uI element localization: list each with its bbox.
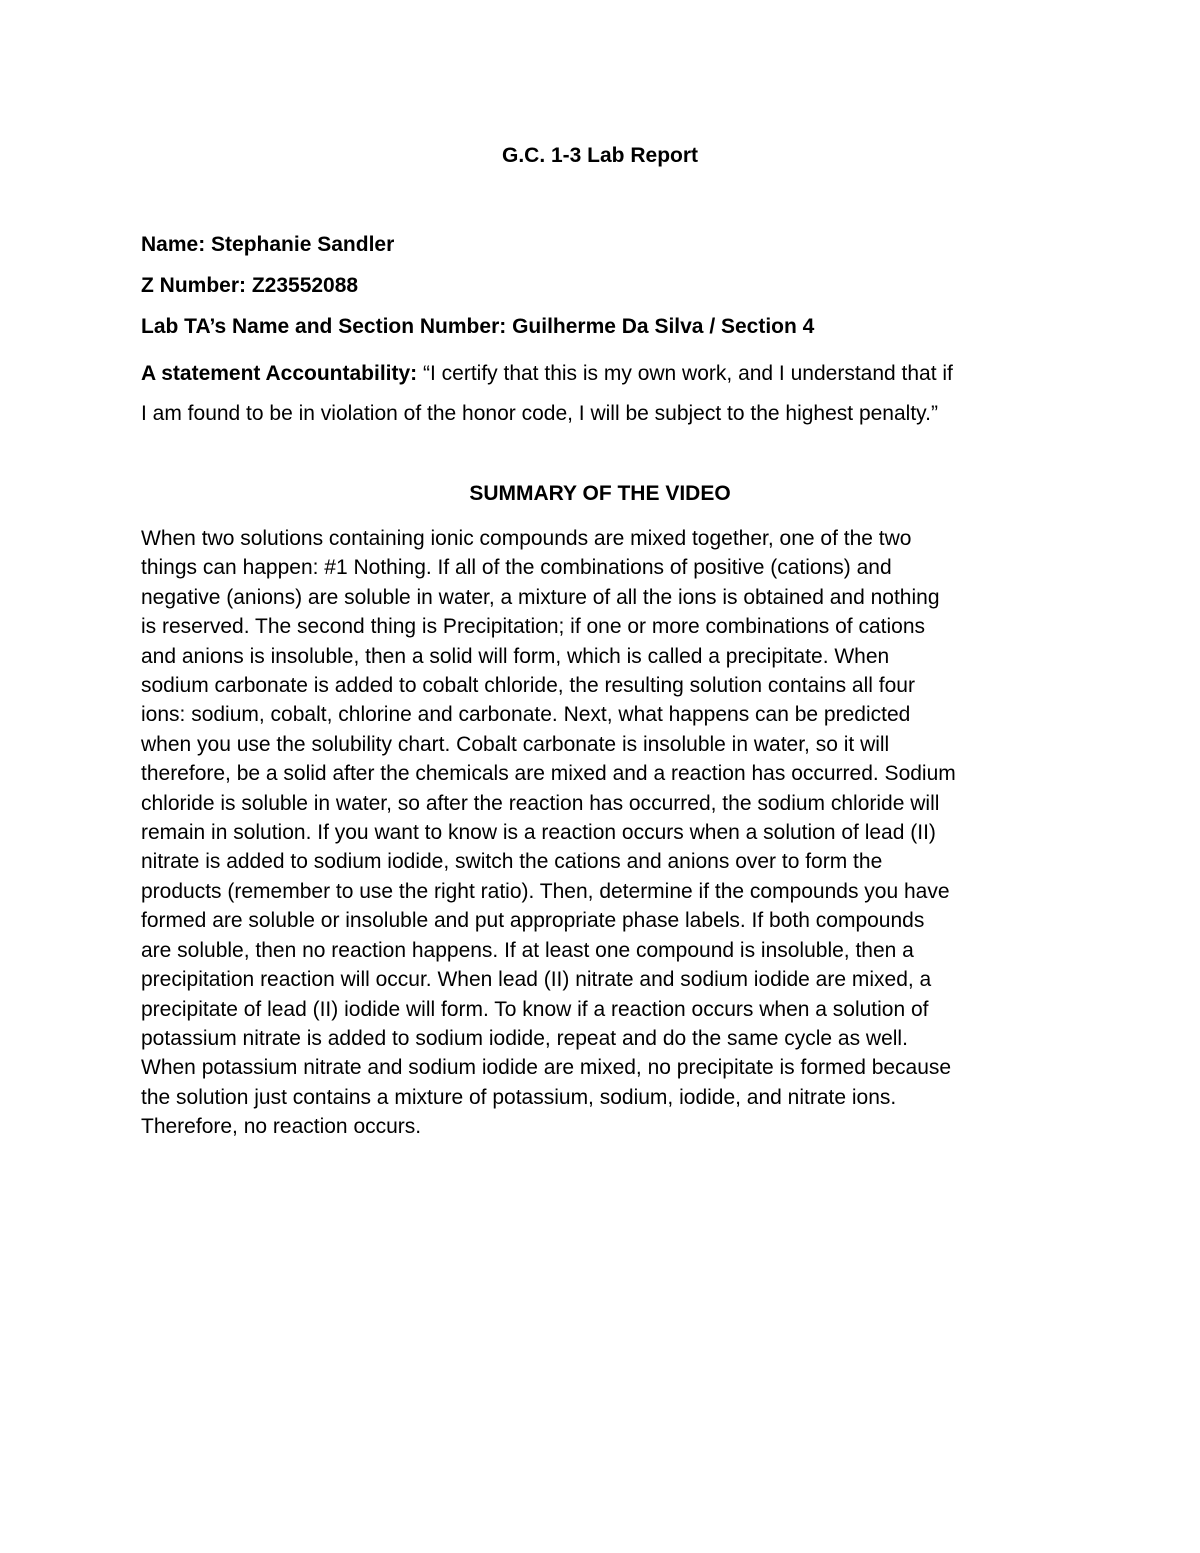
name-label: Name <box>141 233 199 256</box>
summary-line: products (remember to use the right ratio). Then, determine if the compounds you have <box>141 879 950 903</box>
accountability-line-2: I am found to be in violation of the honor code, I will be subject to the highest penalty.” <box>141 402 938 425</box>
report-title: G.C. 1-3 Lab Report <box>501 144 699 167</box>
summary-line: sodium carbonate is added to cobalt chloride, the resulting solution contains all four <box>141 674 915 698</box>
summary-line: therefore, be a solid after the chemicals are mixed and a reaction has occurred. Sodium <box>141 762 956 786</box>
summary-line: is reserved. The second thing is Precipitation; if one or more combinations of cations <box>141 615 926 639</box>
summary-line: nitrate is added to sodium iodide, switch the cations and anions over to form the <box>141 850 883 874</box>
summary-line: precipitate of lead (II) iodide will form. To know if a reaction occurs when a solution of <box>141 997 929 1021</box>
summary-line: precipitation reaction will occur. When lead (II) nitrate and sodium iodide are mixed, a <box>141 968 932 992</box>
summary-line: the solution just contains a mixture of potassium, sodium, iodide, and nitrate ions. <box>141 1085 897 1109</box>
summary-line: when you use the solubility chart. Cobalt carbonate is insoluble in water, so it will <box>141 732 890 756</box>
lab-ta-value: Guilherme Da Silva / Section 4 <box>506 315 815 338</box>
summary-heading: SUMMARY OF THE VIDEO <box>469 482 731 505</box>
summary-line: chloride is soluble in water, so after the reaction has occurred, the sodium chloride will <box>141 791 940 815</box>
lab-ta-label: Lab TA’s Name and Section Number: <box>141 315 507 338</box>
accountability-label: A statement Accountability: <box>141 362 418 385</box>
name-value: Stephanie Sandler <box>205 233 395 256</box>
z-number-value: Z23552088 <box>246 274 359 297</box>
summary-line: Therefore, no reaction occurs. <box>141 1115 422 1139</box>
summary-line: When two solutions containing ionic compounds are mixed together, one of the two <box>141 527 912 550</box>
summary-line: When potassium nitrate and sodium iodide are mixed, no precipitate is formed because <box>141 1056 952 1080</box>
summary-line: things can happen: #1 Nothing. If all of the combinations of positive (cations) and <box>141 556 892 580</box>
summary-paragraph <box>141 524 1071 1142</box>
summary-line: formed are soluble or insoluble and put appropriate phase labels. If both compounds <box>141 909 925 933</box>
accountability-line-1 <box>141 354 1071 394</box>
accountability-text-1: “I certify that this is my own work, and I understand that if <box>417 362 953 385</box>
summary-line: remain in solution. If you want to know is a reaction occurs when a solution of lead (II) <box>141 821 936 845</box>
lab-ta-field <box>141 313 1071 341</box>
summary-line: potassium nitrate is added to sodium iodide, repeat and do the same cycle as well. <box>141 1026 908 1050</box>
summary-line: and anions is insoluble, then a solid will form, which is called a precipitate. When <box>141 644 890 668</box>
z-number-field <box>141 272 1071 300</box>
summary-line: negative (anions) are soluble in water, a mixture of all the ions is obtained and nothing <box>141 585 940 609</box>
name-colon: : <box>198 233 206 256</box>
accountability-statement <box>141 354 1071 434</box>
summary-line: ions: sodium, cobalt, chlorine and carbonate. Next, what happens can be predicted <box>141 703 911 727</box>
z-number-label: Z Number: <box>141 274 246 297</box>
name-field <box>141 231 1071 259</box>
summary-line: are soluble, then no reaction happens. If at least one compound is insoluble, then a <box>141 938 914 962</box>
